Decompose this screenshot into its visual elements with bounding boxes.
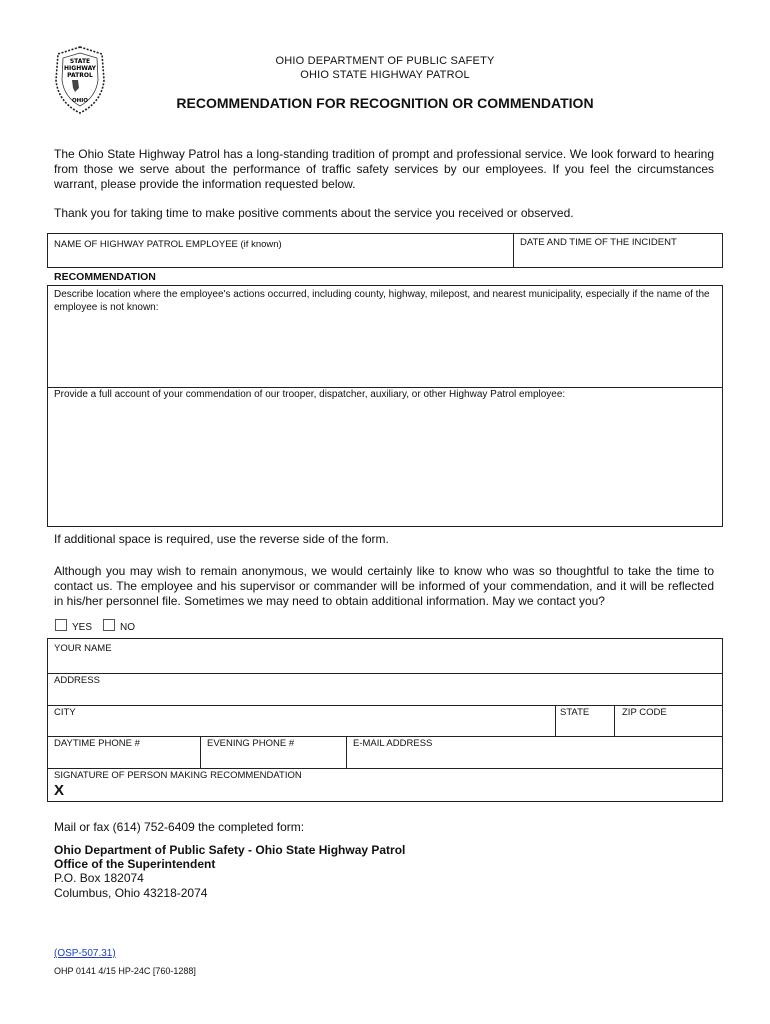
employee-info-row	[47, 233, 723, 268]
signature-x-mark: X	[54, 782, 65, 799]
form-title: RECOMMENDATION FOR RECOGNITION OR COMMENDATION	[176, 95, 594, 111]
zip-code-field[interactable]	[618, 719, 718, 734]
signature-field[interactable]	[70, 781, 718, 800]
email-label: E-MAIL ADDRESS	[353, 738, 433, 749]
mailing-office: Office of the Superintendent	[54, 857, 216, 871]
mail-fax-instructions: Mail or fax (614) 752-6409 the completed form:	[54, 820, 305, 834]
incident-datetime-label: DATE AND TIME OF THE INCIDENT	[520, 237, 677, 248]
recommendation-heading: RECOMMENDATION	[54, 271, 156, 283]
city-label: CITY	[54, 707, 76, 718]
evening-phone-field[interactable]	[204, 750, 343, 766]
account-textarea[interactable]	[52, 404, 718, 522]
address-field[interactable]	[52, 687, 718, 703]
signature-label: SIGNATURE OF PERSON MAKING RECOMMENDATION	[54, 770, 302, 781]
thank-you-paragraph: Thank you for taking time to make positive comments about the service you received or observed.	[54, 206, 574, 220]
daytime-phone-label: DAYTIME PHONE #	[54, 738, 140, 749]
your-name-label: YOUR NAME	[54, 643, 112, 654]
your-name-field[interactable]	[52, 655, 718, 671]
mailing-organization: Ohio Department of Public Safety - Ohio State Highway Patrol	[54, 843, 406, 857]
division-name: OHIO STATE HIGHWAY PATROL	[300, 69, 470, 81]
logo-text-highway: HIGHWAY	[64, 65, 96, 72]
city-field[interactable]	[52, 719, 552, 734]
daytime-phone-field[interactable]	[52, 750, 197, 766]
yes-checkbox[interactable]	[55, 619, 67, 631]
form-code: OHP 0141 4/15 HP-24C [760-1288]	[54, 966, 196, 976]
contact-info-grid	[47, 638, 723, 802]
account-description-label: Provide a full account of your commendation of our trooper, dispatcher, auxiliary, or other Highway Patrol employee:	[54, 389, 566, 400]
zip-code-label: ZIP CODE	[622, 707, 667, 718]
employee-name-field[interactable]	[52, 248, 508, 265]
recommendation-box	[47, 285, 723, 527]
logo-text-patrol: PATROL	[67, 72, 93, 79]
no-label: NO	[120, 622, 135, 633]
employee-name-label: NAME OF HIGHWAY PATROL EMPLOYEE (if known)	[54, 239, 282, 250]
logo-text-state: STATE	[69, 58, 91, 65]
form-reference-link[interactable]: (OSP-507.31)	[54, 948, 116, 959]
department-name: OHIO DEPARTMENT OF PUBLIC SAFETY	[275, 55, 495, 67]
email-field[interactable]	[350, 750, 718, 766]
anonymous-paragraph: Although you may wish to remain anonymous, we would certainly like to know who was so thoughtful to take the time to contact us. The employee and his supervisor or commander will be informed of your commendation, and it will be reflected in his/her personnel file. Sometimes we may need to obtain additional information. May we contact you?	[54, 564, 714, 608]
intro-paragraph: The Ohio State Highway Patrol has a long-standing tradition of prompt and professional service. We look forward to hearing from those we serve about the performance of traffic safety services by our employees. If you feel the circumstances warrant, please provide the information requested below.	[54, 147, 714, 191]
no-checkbox[interactable]	[103, 619, 115, 631]
state-label: STATE	[560, 707, 590, 718]
mailing-city: Columbus, Ohio 43218-2074	[54, 886, 208, 900]
mailing-po-box: P.O. Box 182074	[54, 871, 144, 885]
state-field[interactable]	[558, 719, 612, 734]
location-textarea[interactable]	[52, 318, 718, 384]
additional-space-note: If additional space is required, use the reverse side of the form.	[54, 532, 389, 546]
evening-phone-label: EVENING PHONE #	[207, 738, 295, 749]
logo-text-ohio: OHIO	[71, 98, 89, 104]
incident-datetime-field[interactable]	[518, 248, 718, 265]
yes-label: YES	[72, 622, 93, 633]
address-label: ADDRESS	[54, 675, 100, 686]
location-description-label: Describe location where the employee's actions occurred, including county, highway, milepost, and nearest municipality, especially if the name of the employee is not known:	[54, 289, 710, 313]
